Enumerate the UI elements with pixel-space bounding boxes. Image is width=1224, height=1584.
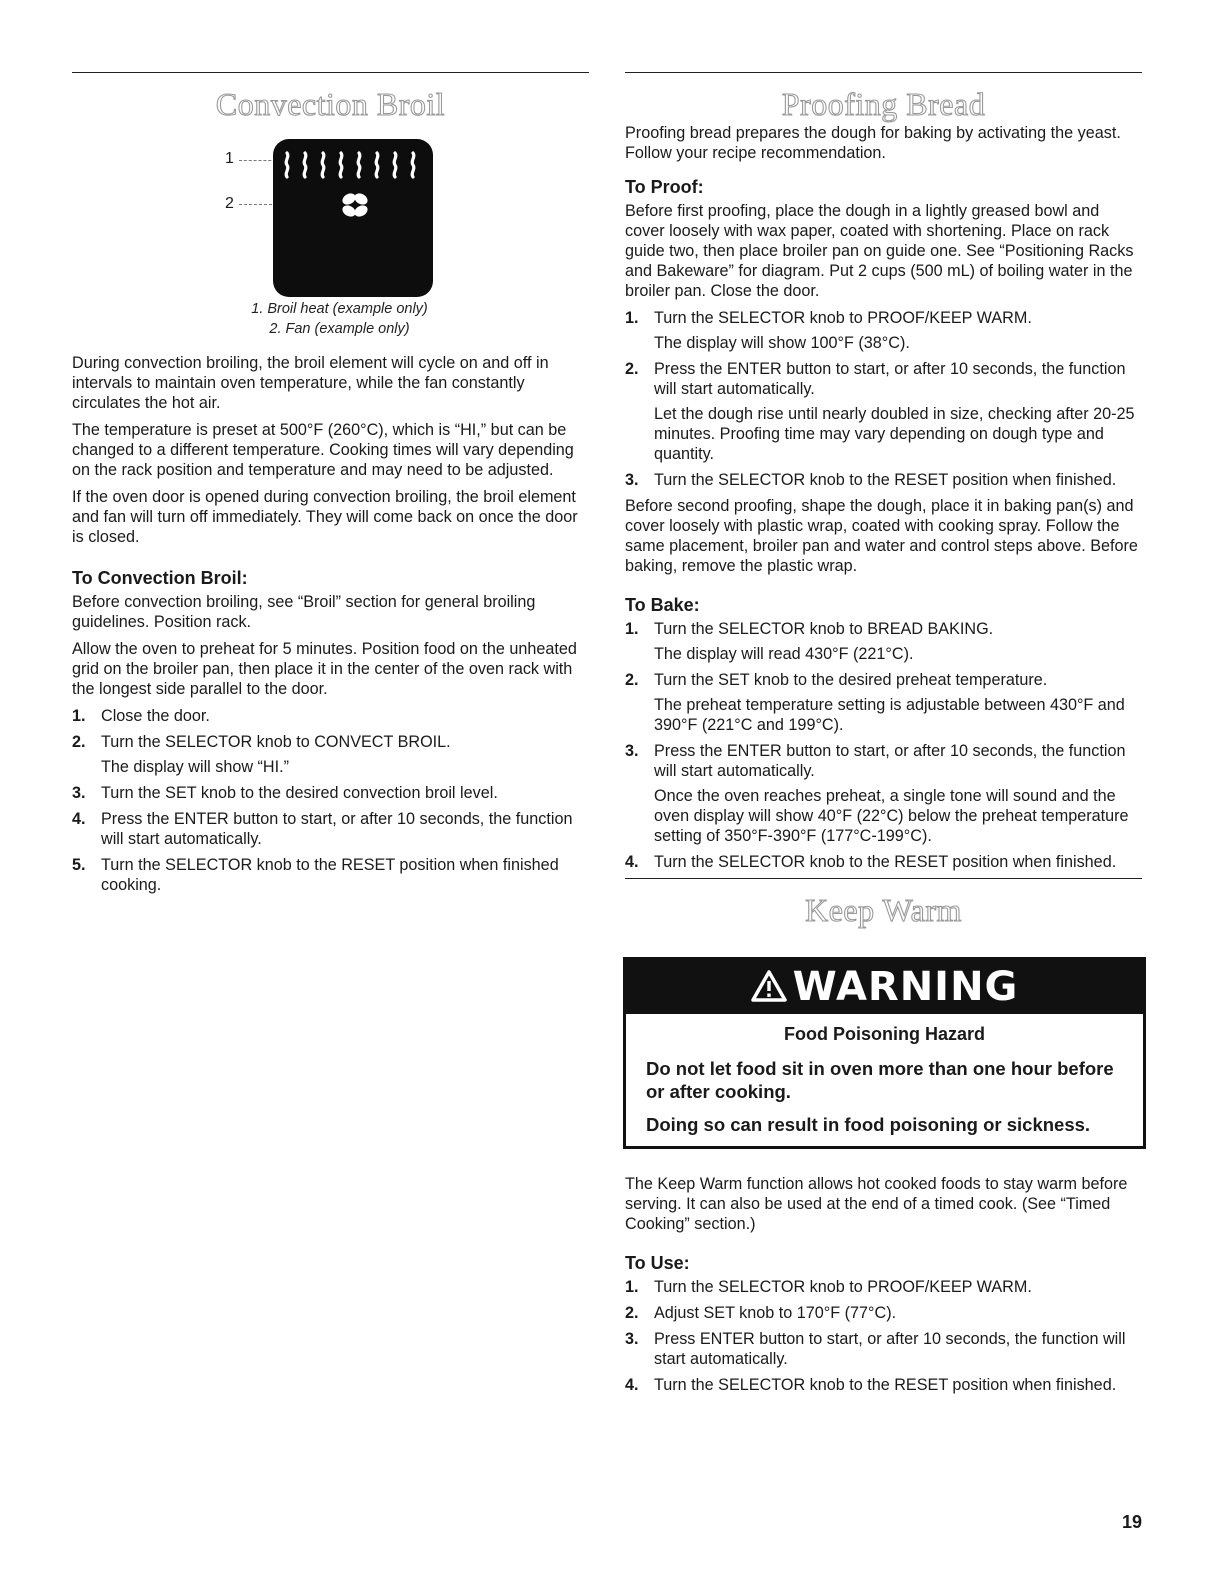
step-note: Once the oven reaches preheat, a single tone will sound and the oven display will show 40°F (22°C) below the preheat temperature setting of 350°F-390°F (177°C-199°C). [654,787,1129,845]
step-text: Turn the SELECTOR knob to BREAD BAKING. [654,620,994,638]
list-item [625,852,1142,872]
step-text: Adjust SET knob to 170°F (77°C). [654,1304,897,1322]
subheading-to-use: To Use: [625,1253,690,1273]
page-number: 19 [1121,1512,1142,1532]
step-text: Press the ENTER button to start, or after 10 seconds, the function will start automatically. [654,742,1126,780]
step-number: 3. [625,1330,639,1348]
step-number: 4. [72,810,86,828]
step-text: Press ENTER button to start, or after 10 seconds, the function will start automatically. [654,1330,1126,1368]
step-text: Close the door. [101,707,210,725]
step-number: 4. [625,853,639,871]
step-number: 4. [625,1376,639,1394]
list-item [625,308,1142,353]
convection-broil-figure [72,127,589,291]
subheading-to-proof: To Proof: [625,177,704,197]
list-item [625,1375,1142,1395]
list-item [72,783,589,803]
step-text: Turn the SELECTOR knob to PROOF/KEEP WARM. [654,1278,1032,1296]
fan-icon [340,191,369,219]
warning-text: Doing so can result in food poisoning or sickness. [646,1114,1091,1135]
caption-line-2: 2. Fan (example only) [269,321,410,337]
step-text: Turn the SET knob to the desired convection broil level. [101,784,498,802]
bake-steps [625,619,1142,872]
section-rule [72,72,589,73]
convection-broil-steps [72,706,589,895]
list-item [72,809,589,849]
section-rule [625,878,1142,879]
step-number: 2. [72,733,86,751]
step-note: The display will read 430°F (221°C). [654,645,914,663]
step-number: 3. [72,784,86,802]
list-item [72,706,589,726]
paragraph: Allow the oven to preheat for 5 minutes. Position food on the unheated grid on the broiler pan, then place it in the center of the oven rack with the longest side parallel to the door. [72,640,577,698]
paragraph: Proofing bread prepares the dough for baking by activating the yeast. Follow your recipe recommendation. [625,124,1121,162]
step-text: Turn the SET knob to the desired preheat temperature. [654,671,1048,689]
paragraph: The Keep Warm function allows hot cooked foods to stay warm before serving. It can also be used at the end of a timed cook. (See “Timed Cooking” section.) [625,1175,1128,1233]
step-number: 5. [72,856,86,874]
paragraph: Before convection broiling, see “Broil” section for general broiling guidelines. Position rack. [72,593,536,631]
paragraph: The temperature is preset at 500°F (260°C), which is “HI,” but can be changed to a different temperature. Cooking times will vary depending on the rack position and temperature and may need to be adjusted. [72,421,574,479]
step-number: 2. [625,360,639,378]
step-number: 3. [625,471,639,489]
step-text: Turn the SELECTOR knob to the RESET position when finished. [654,853,1117,871]
list-item [625,741,1142,846]
step-text: Turn the SELECTOR knob to PROOF/KEEP WARM. [654,309,1032,327]
list-item [625,1277,1142,1297]
left-column [72,72,589,901]
list-item [625,619,1142,664]
proof-steps [625,308,1142,490]
right-column [625,72,1142,1401]
step-note: The preheat temperature setting is adjustable between 430°F and 390°F (221°C and 199°C). [654,696,1125,734]
step-text: Press the ENTER button to start, or after 10 seconds, the function will start automatically. [654,360,1126,398]
step-number: 1. [625,309,639,327]
warning-box [623,957,1146,1149]
step-text: Turn the SELECTOR knob to the RESET position when finished cooking. [101,856,559,894]
step-number: 2. [625,671,639,689]
paragraph: Before second proofing, shape the dough, place it in baking pan(s) and cover loosely with plastic wrap, coated with cooking spray. Follow the same placement, broiler pan and water and control steps above. Before baking, remove the plastic wrap. [625,497,1138,575]
step-note: Let the dough rise until nearly doubled in size, checking after 20-25 minutes. Proofing time may vary depending on dough type and quantity. [654,405,1135,463]
list-item [625,1329,1142,1369]
step-number: 1. [72,707,86,725]
warning-label: WARNING [792,964,1019,1010]
callout-1: 1 [225,150,234,167]
section-title-proofing-bread: Proofing Bread [781,86,986,122]
step-note: The display will show 100°F (38°C). [654,334,910,352]
section-rule [625,72,1142,73]
step-number: 3. [625,742,639,760]
list-item [72,732,589,777]
step-text: Turn the SELECTOR knob to the RESET position when finished. [654,471,1117,489]
subheading-to-convection-broil: To Convection Broil: [72,568,248,588]
caption-line-1: 1. Broil heat (example only) [251,301,428,317]
warning-header [626,960,1143,1014]
figure-caption [72,299,589,339]
hazard-title: Food Poisoning Hazard [784,1024,985,1044]
callout-2: 2 [225,195,234,212]
section-title-convection-broil: Convection Broil [215,86,446,122]
warning-text: Do not let food sit in oven more than one hour before or after cooking. [646,1058,1114,1102]
list-item [625,1303,1142,1323]
broil-heat-icon [273,139,433,297]
list-item [625,359,1142,464]
step-text: Press the ENTER button to start, or after 10 seconds, the function will start automatically. [101,810,573,848]
step-note: The display will show “HI.” [101,758,290,776]
step-text: Turn the SELECTOR knob to CONVECT BROIL. [101,733,451,751]
step-number: 2. [625,1304,639,1322]
list-item [625,670,1142,735]
section-title-keep-warm: Keep Warm [805,892,962,928]
paragraph: During convection broiling, the broil element will cycle on and off in intervals to maintain oven temperature, while the fan constantly circulates the hot air. [72,354,549,412]
step-text: Turn the SELECTOR knob to the RESET position when finished. [654,1376,1117,1394]
paragraph: If the oven door is opened during convection broiling, the broil element and fan will turn off immediately. They will come back on once the door is closed. [72,488,578,546]
keep-warm-steps [625,1277,1142,1395]
warning-triangle-icon [751,970,787,1002]
step-number: 1. [625,620,639,638]
paragraph: Before first proofing, place the dough in a lightly greased bowl and cover loosely with wax paper, coated with shortening. Place on rack guide two, then place broiler pan on guide one. See “Positioning Racks and Bakeware” for diagram. Put 2 cups (500 mL) of boiling water in the broiler pan. Close the door. [625,202,1134,300]
step-number: 1. [625,1278,639,1296]
subheading-to-bake: To Bake: [625,595,700,615]
list-item [625,470,1142,490]
list-item [72,855,589,895]
oven-display-panel [273,139,433,297]
